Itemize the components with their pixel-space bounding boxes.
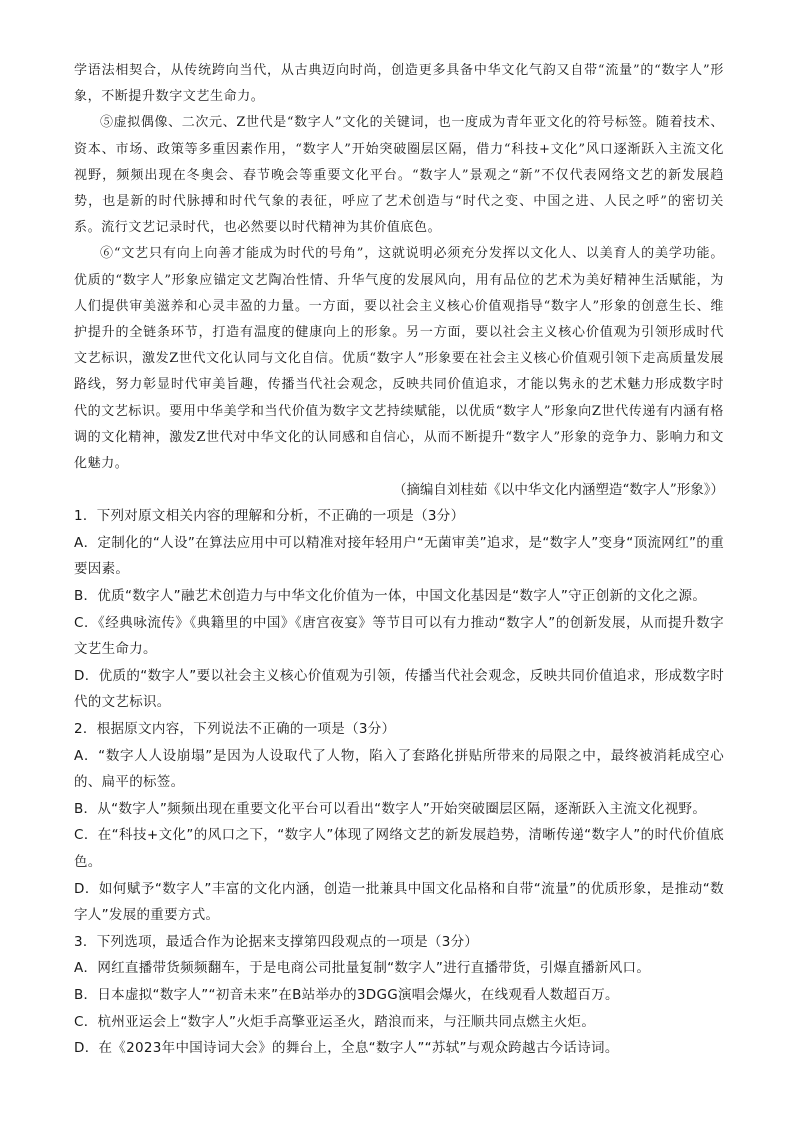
question-3 bbox=[74, 929, 724, 1062]
option-c[interactable]: C．杭州亚运会上“数字人”火炬手高擎亚运圣火，踏浪而来，与汪顺共同点燃主火炬。 bbox=[74, 1013, 596, 1030]
option-c[interactable]: C．在“科技+文化”的风口之下，“数字人”体现了网络文艺的新发展趋势，清晰传递“数字人”的时代价值底色。 bbox=[74, 827, 724, 870]
option-a[interactable]: A．“数字人人设崩塌”是因为人设取代了人物，陷入了套路化拼贴所带来的局限之中，最终被消耗成空心的、扁平的标签。 bbox=[74, 747, 724, 791]
option-a[interactable]: A．定制化的“人设”在算法应用中可以精准对接年轻用户“无菌审美”追求，是“数字人”变身“顶流网红”的重要因素。 bbox=[74, 534, 724, 578]
question-stem: 1．下列对原文相关内容的理解和分析，不正确的一项是（3分） bbox=[74, 508, 465, 525]
question-stem: 2．根据原文内容，下列说法不正确的一项是（3分） bbox=[74, 721, 396, 737]
source-citation: （摘编自刘桂茹《以中华文化内涵塑造“数字人”形象》） bbox=[392, 482, 724, 499]
paragraph-6: ⑥“文艺只有向上向善才能成为时代的号角”，这就说明必须充分发挥以文化人、以美育人的美学功能。优质的“数字人”形象应锚定文艺陶冶性情、升华气度的发展风向，用有品位的艺术为美好精神生活赋能，为人们提供审美滋养和心灵丰盈的力量。一方面，要以社会主义核心价值观指导“数字人”形象的创意生长、维护提升的全链条环节，打造有温度的健康向上的形象。另一方面，要以社会主义核心价值观为引领形成时代文艺标识，激发Z世代文化认同与文化自信。优质“数字人”形象要在社会主义核心价值观引领下走高质量发展路线，努力彰显时代审美旨趣，传播当代社会观念，反映共同价值追求，才能以隽永的艺术魅力形成数字时代的文艺标识。要用中华美学和当代价值为数字文艺持续赋能，以优质“数字人”形象向Z世代传递有内涵有格调的文化精神，激发Z世代对中华文化的认同感和自信心，从而不断提升“数字人”形象的竞争力、影响力和文化魅力。 bbox=[74, 246, 724, 472]
option-c[interactable]: C．《经典咏流传》《典籍里的中国》《唐宫夜宴》等节目可以有力推动“数字人”的创新发展，从而提升数字文艺生命力。 bbox=[74, 614, 724, 658]
question-stem: 3．下列选项，最适合作为论据来支撑第四段观点的一项是（3分） bbox=[74, 933, 479, 950]
option-b[interactable]: B．日本虚拟“数字人”“初音未来”在B站举办的3DGG演唱会爆火，在线观看人数超百万。 bbox=[74, 986, 619, 1003]
question-list bbox=[74, 503, 724, 1061]
option-d[interactable]: D．优质的“数字人”要以社会主义核心价值观为引领，传播当代社会观念，反映共同价值追求，形成数字时代的文艺标识。 bbox=[74, 667, 724, 711]
option-b[interactable]: B．从“数字人”频频出现在重要文化平台可以看出“数字人”开始突破圈层区隔，逐渐跃入主流文化视野。 bbox=[74, 800, 707, 817]
question-1 bbox=[74, 503, 724, 716]
reading-passage bbox=[74, 58, 724, 477]
option-d[interactable]: D．如何赋予“数字人”丰富的文化内涵，创造一批兼具中国文化品格和自带“流量”的优质形象，是推动“数字人”发展的重要方式。 bbox=[74, 880, 724, 924]
option-d[interactable]: D．在《2023年中国诗词大会》的舞台上，全息“数字人”“苏轼”与观众跨越古今话诗词。 bbox=[74, 1040, 619, 1057]
paragraph-continued: 学语法相契合，从传统跨向当代，从古典迈向时尚，创造更多具备中华文化气韵又自带“流量”的“数字人”形象，不断提升数字文艺生命力。 bbox=[74, 63, 724, 105]
option-b[interactable]: B．优质“数字人”融艺术创造力与中华文化价值为一体，中国文化基因是“数字人”守正创新的文化之源。 bbox=[74, 588, 707, 605]
question-2 bbox=[74, 716, 724, 929]
paragraph-5: ⑤虚拟偶像、二次元、Z世代是“数字人”文化的关键词，也一度成为青年亚文化的符号标签。随着技术、资本、市场、政策等多重因素作用，“数字人”开始突破圈层区隔，借力“科技+文化”风口逐渐跃入主流文化视野，频频出现在冬奥会、春节晚会等重要文化平台。“数字人”景观之“新”不仅代表网络文艺的新发展趋势，也是新的时代脉搏和时代气象的表征，呼应了艺术创造与“时代之变、中国之进、人民之呼”的密切关系。流行文艺记录时代，也必然要以时代精神为其价值底色。 bbox=[74, 115, 724, 236]
option-a[interactable]: A．网红直播带货频频翻车，于是电商公司批量复制“数字人”进行直播带货，引爆直播新风口。 bbox=[74, 960, 651, 977]
